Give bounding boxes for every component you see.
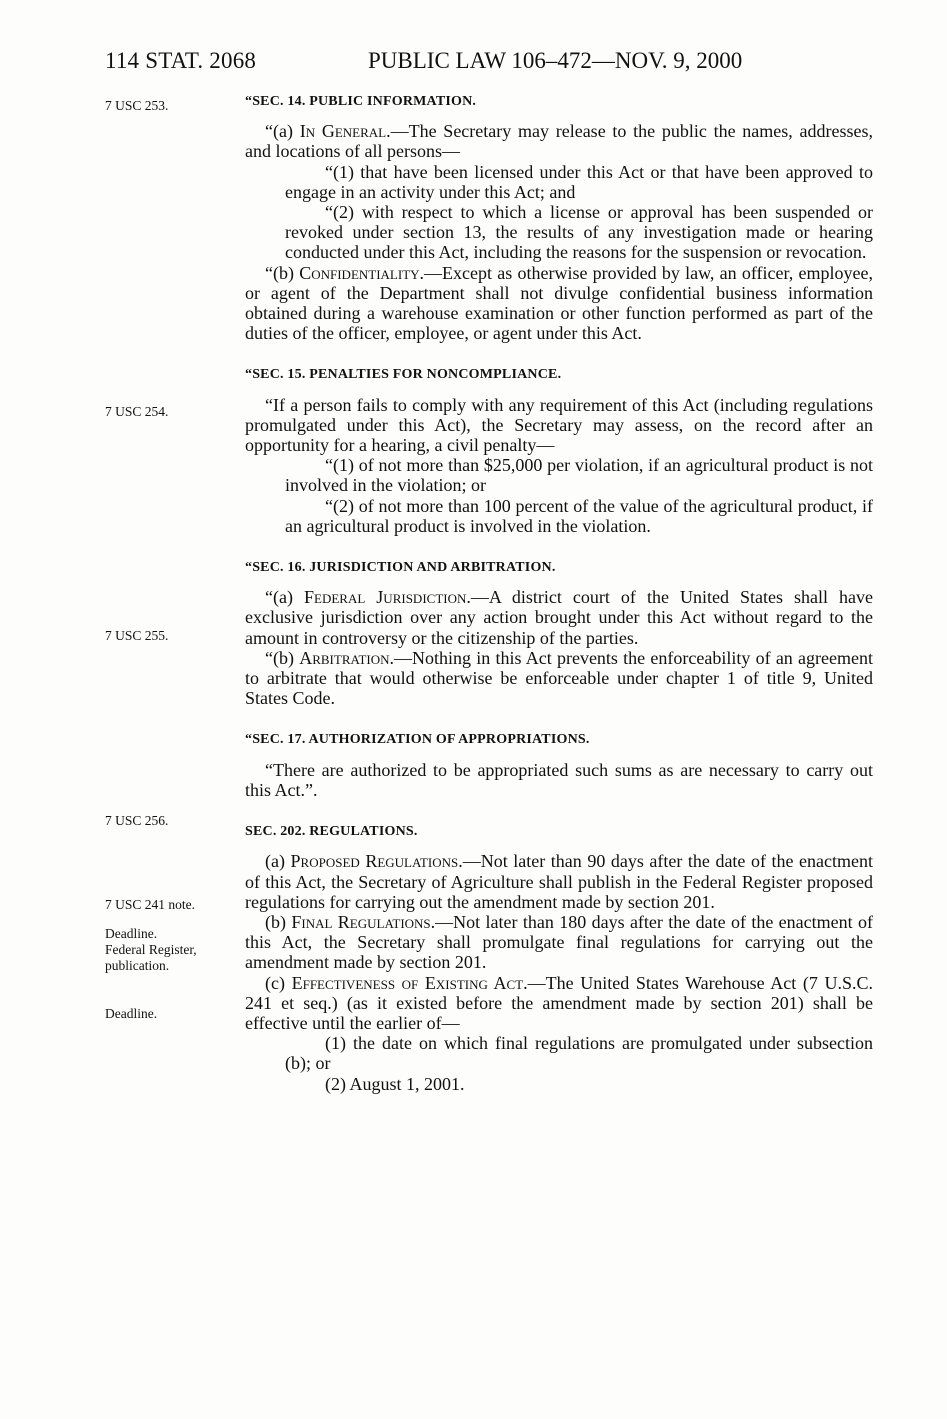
subsection-caption: Arbitration (299, 647, 390, 668)
margin-note-usc256: 7 USC 256. (105, 813, 169, 828)
margin-note-usc241: 7 USC 241 note. (105, 897, 196, 912)
subsection-a: (a) Proposed Regulations.—Not later than 90 days after the date of the enactment of this Act, the Secretary of Agriculture shall publish in the Federal Register proposed regulations for carrying out the amendment made by section 201. (245, 851, 874, 912)
subsection-caption: Federal Jurisdiction (304, 587, 467, 608)
paragraph-1: “(1) that have been licensed under this Act or that have been approved to engage in an activity under this Act; and (285, 161, 873, 202)
section-heading: “SEC. 17. AUTHORIZATION OF APPROPRIATIONS. (245, 732, 590, 748)
paragraph-1: (1) the date on which final regulations are promulgated under subsection (b); or (285, 1033, 873, 1074)
subsection-caption: Effectiveness of Existing Act (291, 972, 524, 993)
subsection-b: (b) Final Regulations.—Not later than 180 days after the date of the enactment of this Act, the Secretary shall promulgate final regulations for carrying out the amendment made by section 201. (245, 911, 873, 973)
paragraph-2: (2) August 1, 2001. (325, 1073, 465, 1094)
paragraph-2: “(2) with respect to which a license or approval has been suspended or revoked under section 13, the results of any investigation made or hearing conducted under this Act, including the reasons for the suspension or revocation. (285, 202, 873, 263)
subsection-b: “(b) Arbitration.—Nothing in this Act prevents the enforceability of an agreement to arbitrate that would otherwise be enforceable under chapter 1 of title 9, United States Code. (245, 647, 873, 709)
subsection-a: “(a) In General.—The Secretary may release to the public the names, addresses, and locations of all persons— (245, 121, 873, 162)
subsection-caption: In General (299, 121, 387, 142)
margin-note-usc254: 7 USC 254. (105, 404, 169, 419)
subsection-caption: Proposed Regulations (290, 851, 459, 872)
subsection-b: “(b) Confidentiality.—Except as otherwise provided by law, an officer, employee, or agent of the Department shall not divulge confidential business information obtained during a warehouse examination or other function performed as part of the duties of the officer, employee, or agent under this Act. (245, 262, 873, 344)
margin-note-deadline: Deadline. (105, 1006, 158, 1021)
margin-note-publication: publication. (105, 958, 170, 973)
subsection-caption: Final Regulations (291, 911, 431, 932)
section-heading: “SEC. 14. PUBLIC INFORMATION. (245, 94, 477, 109)
section-heading: SEC. 202. REGULATIONS. (245, 824, 418, 840)
section-heading: “SEC. 15. PENALTIES FOR NONCOMPLIANCE. (245, 367, 562, 383)
paragraph-2: “(2) of not more than 100 percent of the value of the agricultural product, if an agricultural product is involved in the violation. (285, 495, 873, 536)
margin-note-deadline: Deadline. (105, 926, 158, 941)
section-text: “There are authorized to be appropriated such sums as are necessary to carry out this Act.”. (245, 759, 873, 800)
section-heading: “SEC. 16. JURISDICTION AND ARBITRATION. (245, 560, 556, 576)
paragraph-1: “(1) of not more than $25,000 per violation, if an agricultural product is not involved in the violation; or (285, 455, 873, 496)
margin-note-usc253: 7 USC 253. (105, 98, 169, 113)
subsection-a: “(a) Federal Jurisdiction.—A district court of the United States shall have exclusive jurisdiction over any action brought under this Act without regard to the amount in controversy or the citizenship of the parties. (245, 587, 874, 648)
running-header-title: PUBLIC LAW 106–472—NOV. 9, 2000 (368, 48, 743, 73)
section-intro: “If a person fails to comply with any requirement of this Act (including regulations promulgated under this Act), the Secretary may assess, on the record after an opportunity for a hearing, a civil penalty— (245, 394, 873, 456)
body-text (245, 92, 873, 1094)
subsection-c: (c) Effectiveness of Existing Act.—The United States Warehouse Act (7 U.S.C. 241 et seq.) (as it existed before the amendment made by section 201) shall be effective until the earlier of— (245, 972, 873, 1033)
subsection-caption: Confidentiality (299, 262, 420, 283)
margin-note-federal-register: Federal Register, (105, 942, 197, 957)
stat-page-number: 114 STAT. 2068 (105, 48, 257, 73)
margin-note-usc255: 7 USC 255. (105, 628, 169, 643)
